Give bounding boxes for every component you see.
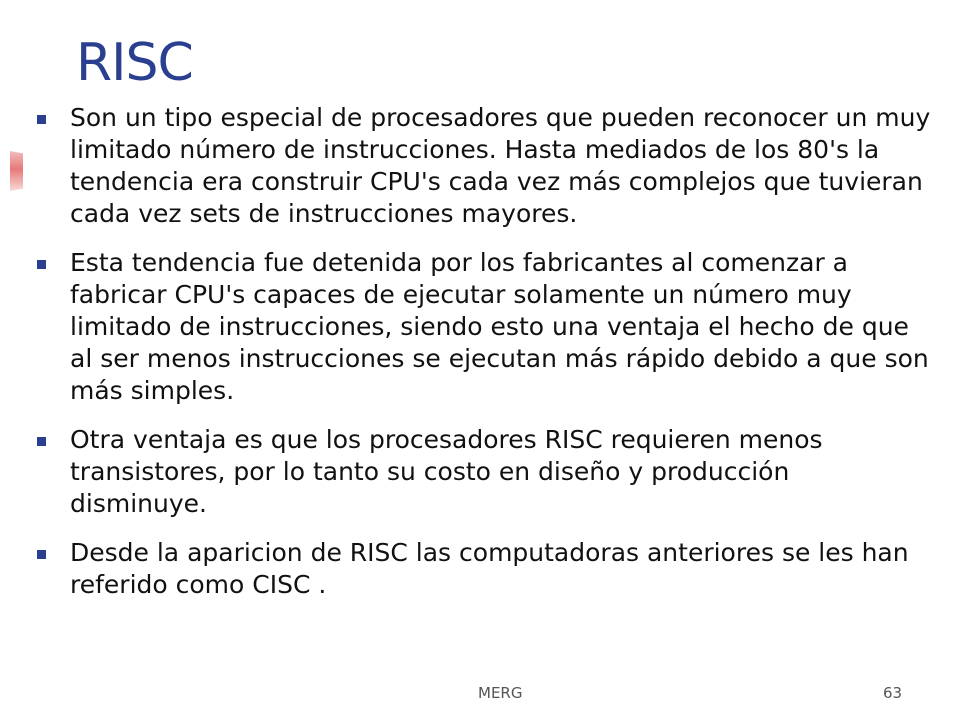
square-bullet-icon [37,550,46,559]
bullet-item [34,424,934,520]
decorative-edge-mark [10,151,23,191]
bullet-item [34,537,934,601]
bullet-list [34,102,934,618]
bullet-text: Esta tendencia fue detenida por los fabricantes al comenzar a fabricar CPU's capaces de ejecutar solamente un número muy limitado de instrucciones, siendo esto una ventaja el hecho de que al ser menos instrucciones se ejecutan más rápido debido a que son más simples. [70,248,929,405]
square-bullet-icon [37,260,46,269]
bullet-text: Otra ventaja es que los procesadores RISC requieren menos transistores, por lo tanto su costo en diseño y producción disminuye. [70,425,823,518]
bullet-text: Son un tipo especial de procesadores que pueden reconocer un muy limitado número de instrucciones. Hasta mediados de los 80's la tendencia era construir CPU's cada vez más complejos que tuvieran cada vez sets de instrucciones mayores. [70,103,931,228]
square-bullet-icon [37,115,46,124]
bullet-item [34,102,934,230]
page-number: 63 [883,684,903,702]
footer-author: MERG [478,684,523,702]
square-bullet-icon [37,437,46,446]
bullet-text: Desde la aparicion de RISC las computadoras anteriores se les han referido como CISC . [70,538,909,599]
slide-title: RISC [76,33,193,93]
bullet-item [34,247,934,407]
